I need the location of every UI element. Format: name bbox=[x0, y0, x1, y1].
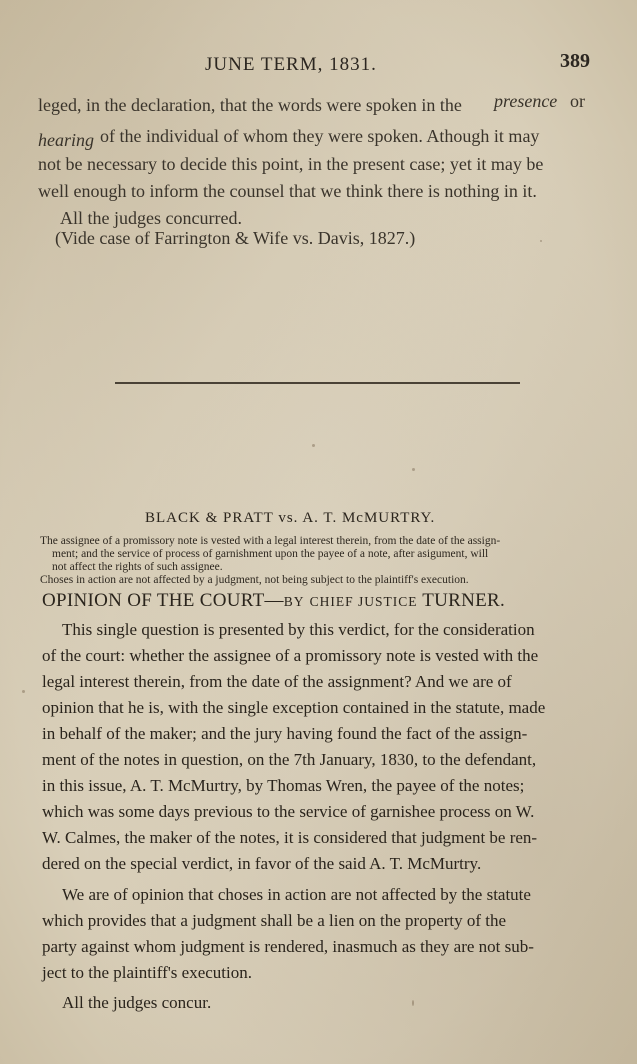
headnote-line: ment; and the service of process of garnishment upon the payee of a note, after asigument, will bbox=[52, 548, 489, 560]
opinion-line: All the judges concur. bbox=[62, 993, 212, 1012]
running-head-title: JUNE TERM, 1831. bbox=[205, 54, 377, 75]
text-line-italic: hearing bbox=[38, 130, 94, 150]
headnote-line: not affect the rights of such assignee. bbox=[52, 561, 223, 573]
paper-speck bbox=[312, 444, 315, 447]
text-line: or bbox=[570, 91, 585, 111]
text-line: (Vide case of Farrington & Wife vs. Davis, 1827.) bbox=[55, 228, 416, 248]
text-line: not be necessary to decide this point, in the present case; yet it may be bbox=[38, 154, 544, 174]
text-line: of the individual of whom they were spoken. Athough it may bbox=[100, 126, 540, 146]
opinion-line: This single question is presented by this verdict, for the consideration bbox=[62, 620, 535, 639]
paper-speck bbox=[540, 240, 542, 242]
opinion-line: legal interest therein, from the date of the assignment? And we are of bbox=[42, 672, 512, 691]
paper-speck bbox=[412, 468, 415, 471]
headnote-line: Choses in action are not affected by a judgment, not being subject to the plaintiff's execution. bbox=[40, 574, 469, 586]
text-line: well enough to inform the counsel that we think there is nothing in it. bbox=[38, 181, 537, 201]
opinion-line: opinion that he is, with the single exception contained in the statute, made bbox=[42, 698, 546, 717]
opinion-heading-name: TURNER. bbox=[422, 590, 506, 611]
opinion-line: W. Calmes, the maker of the notes, it is considered that judgment be ren- bbox=[42, 828, 538, 847]
opinion-heading-by: BY bbox=[283, 594, 305, 609]
headnote-line: The assignee of a promissory note is vested with a legal interest therein, from the date of the assign- bbox=[40, 535, 501, 547]
opinion-line: ment of the notes in question, on the 7th January, 1830, to the defendant, bbox=[42, 750, 537, 769]
opinion-line: ject to the plaintiff's execution. bbox=[42, 963, 252, 982]
opinion-line: party against whom judgment is rendered, inasmuch as they are not sub- bbox=[42, 937, 534, 956]
text-line: All the judges concurred. bbox=[60, 208, 242, 228]
case-title: BLACK & PRATT vs. A. T. McMURTRY. bbox=[145, 510, 436, 526]
running-head bbox=[0, 48, 637, 78]
section-divider bbox=[115, 382, 520, 384]
opinion-heading bbox=[42, 590, 505, 612]
opinion-line: in behalf of the maker; and the jury having found the fact of the assign- bbox=[42, 724, 528, 743]
opinion-line: We are of opinion that choses in action are not affected by the statute bbox=[62, 885, 531, 904]
text-line-italic: presence bbox=[494, 91, 558, 111]
opinion-heading-chief-justice: CHIEF JUSTICE bbox=[309, 594, 418, 609]
paper-speck bbox=[412, 1000, 414, 1006]
page-number: 389 bbox=[560, 50, 590, 72]
paper-speck bbox=[22, 690, 25, 693]
text-line: leged, in the declaration, that the words were spoken in the bbox=[38, 95, 462, 115]
opinion-line: which was some days previous to the service of garnishee process on W. bbox=[42, 802, 535, 821]
opinion-line: in this issue, A. T. McMurtry, by Thomas Wren, the payee of the notes; bbox=[42, 776, 525, 795]
opinion-line: of the court: whether the assignee of a promissory note is vested with the bbox=[42, 646, 539, 665]
opinion-heading-lead: OPINION OF THE COURT— bbox=[42, 590, 284, 611]
opinion-line: dered on the special verdict, in favor of the said A. T. McMurtry. bbox=[42, 854, 482, 873]
opinion-line: which provides that a judgment shall be a lien on the property of the bbox=[42, 911, 507, 930]
